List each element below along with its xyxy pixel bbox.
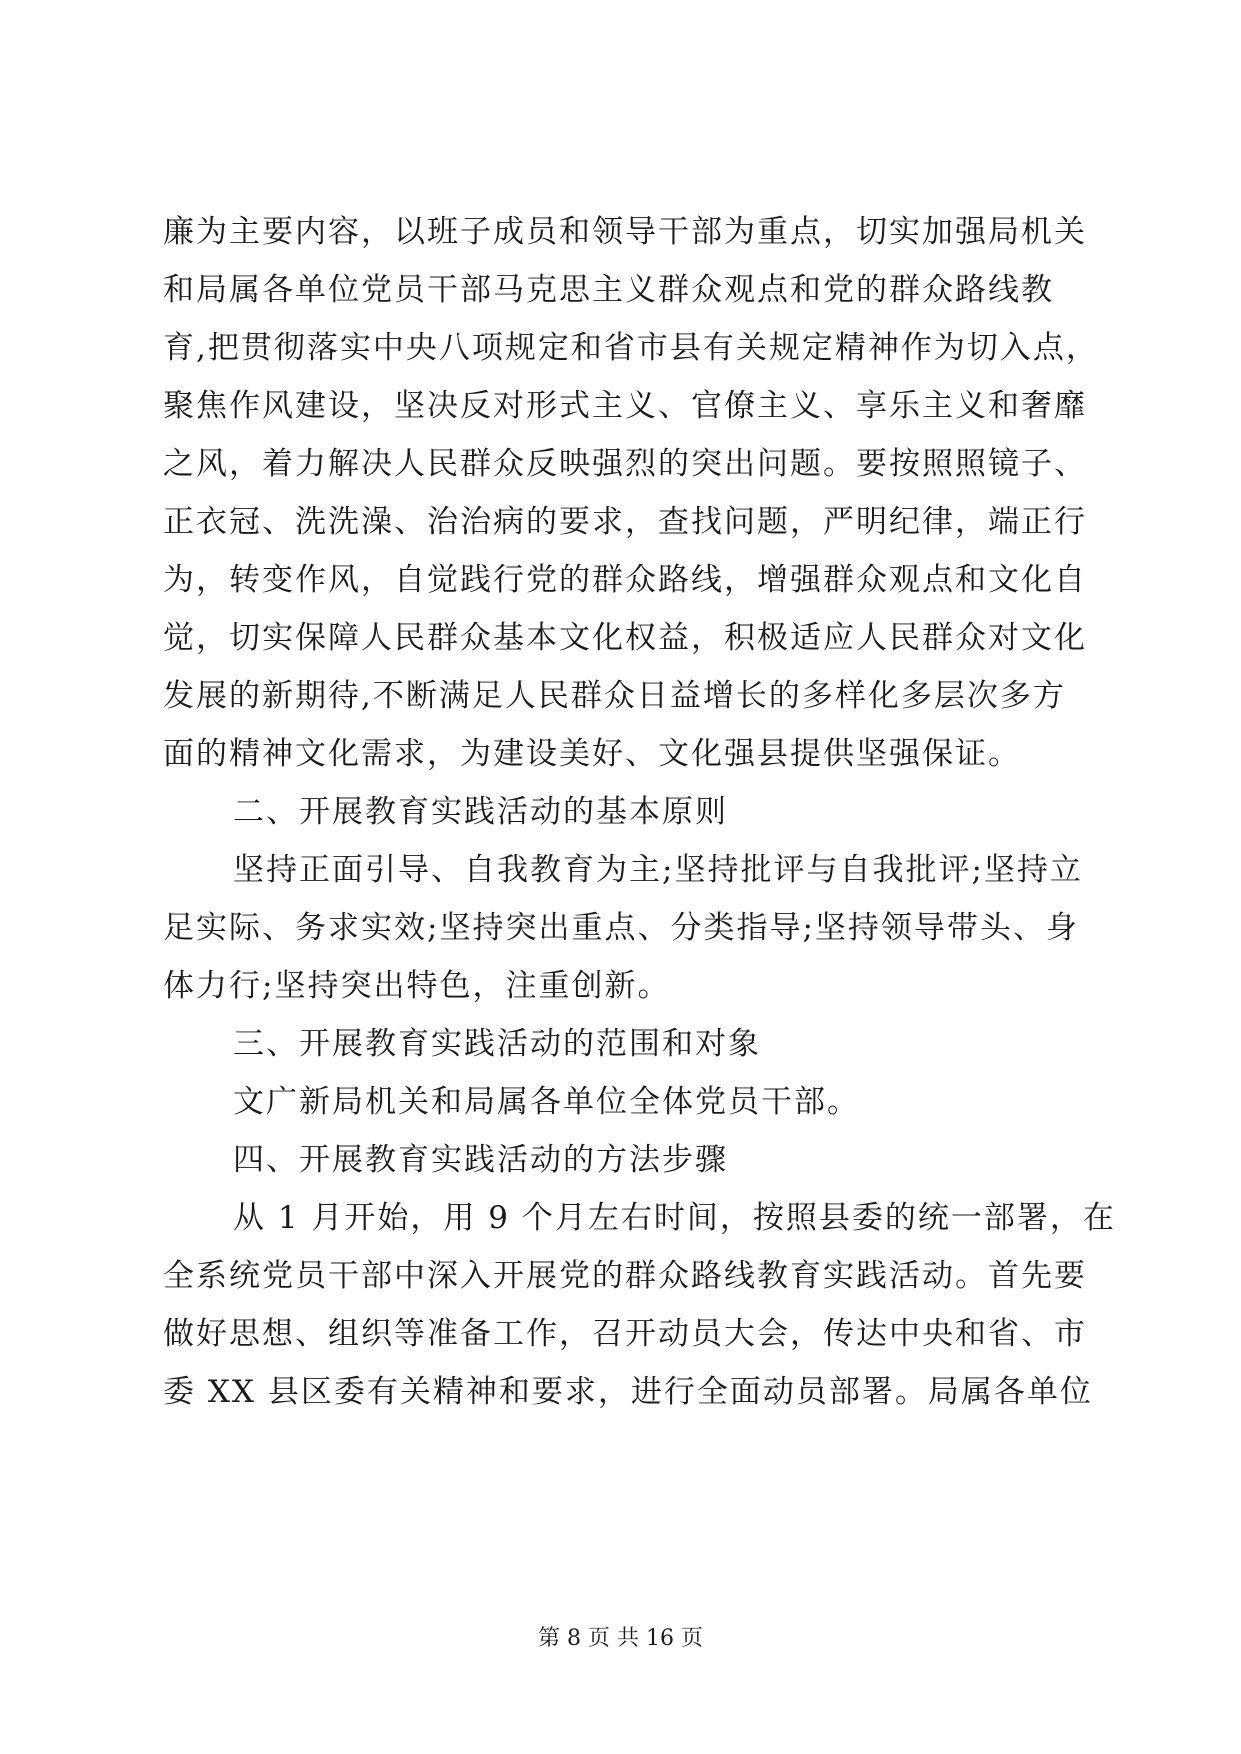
section-heading-3: 三、开展教育实践活动的范围和对象 — [233, 1026, 761, 1062]
text-line-13: 足实际、务求实效;坚持突出重点、分类指导;坚持领导带头、身 — [163, 910, 1079, 946]
text-line-1: 廉为主要内容，以班子成员和领导干部为重点，切实加强局机关 — [163, 214, 1087, 250]
text-line-18: 从 1 月开始，用 9 个月左右时间，按照县委的统一部署，在 — [233, 1200, 1116, 1236]
text-line-8: 觉，切实保障人民群众基本文化权益，积极适应人民群众对文化 — [163, 620, 1087, 656]
text-line-7: 为，转变作风，自觉践行党的群众路线，增强群众观点和文化自 — [163, 562, 1087, 598]
section-heading-4: 四、开展教育实践活动的方法步骤 — [233, 1142, 728, 1178]
text-line-5: 之风，着力解决人民群众反映强烈的突出问题。要按照照镜子、 — [163, 446, 1087, 482]
section-heading-2: 二、开展教育实践活动的基本原则 — [233, 794, 728, 830]
text-line-6: 正衣冠、洗洗澡、治治病的要求，查找问题，严明纪律，端正行 — [163, 504, 1087, 540]
text-line-19: 全系统党员干部中深入开展党的群众路线教育实践活动。首先要 — [163, 1258, 1087, 1294]
text-line-14: 体力行;坚持突出特色，注重创新。 — [163, 968, 671, 1004]
text-line-20: 做好思想、组织等准备工作，召开动员大会，传达中央和省、市 — [163, 1316, 1087, 1352]
text-line-3: 育,把贯彻落实中央八项规定和省市县有关规定精神作为切入点， — [163, 330, 1099, 366]
text-line-2: 和局属各单位党员干部马克思主义群众观点和党的群众路线教 — [163, 272, 1054, 308]
text-line-16: 文广新局机关和局属各单位全体党员干部。 — [233, 1084, 860, 1120]
text-line-12: 坚持正面引导、自我教育为主;坚持批评与自我批评;坚持立 — [233, 852, 1083, 888]
page-footer: 第 8 页 共 16 页 — [538, 1626, 703, 1651]
text-line-4: 聚焦作风建设，坚决反对形式主义、官僚主义、享乐主义和奢靡 — [163, 388, 1087, 424]
text-line-10: 面的精神文化需求，为建设美好、文化强县提供坚强保证。 — [163, 736, 1021, 772]
text-line-21: 委 XX 县区委有关精神和要求，进行全面动员部署。局属各单位 — [163, 1374, 1093, 1410]
text-line-9: 发展的新期待,不断满足人民群众日益增长的多样化多层次多方 — [163, 678, 1066, 714]
